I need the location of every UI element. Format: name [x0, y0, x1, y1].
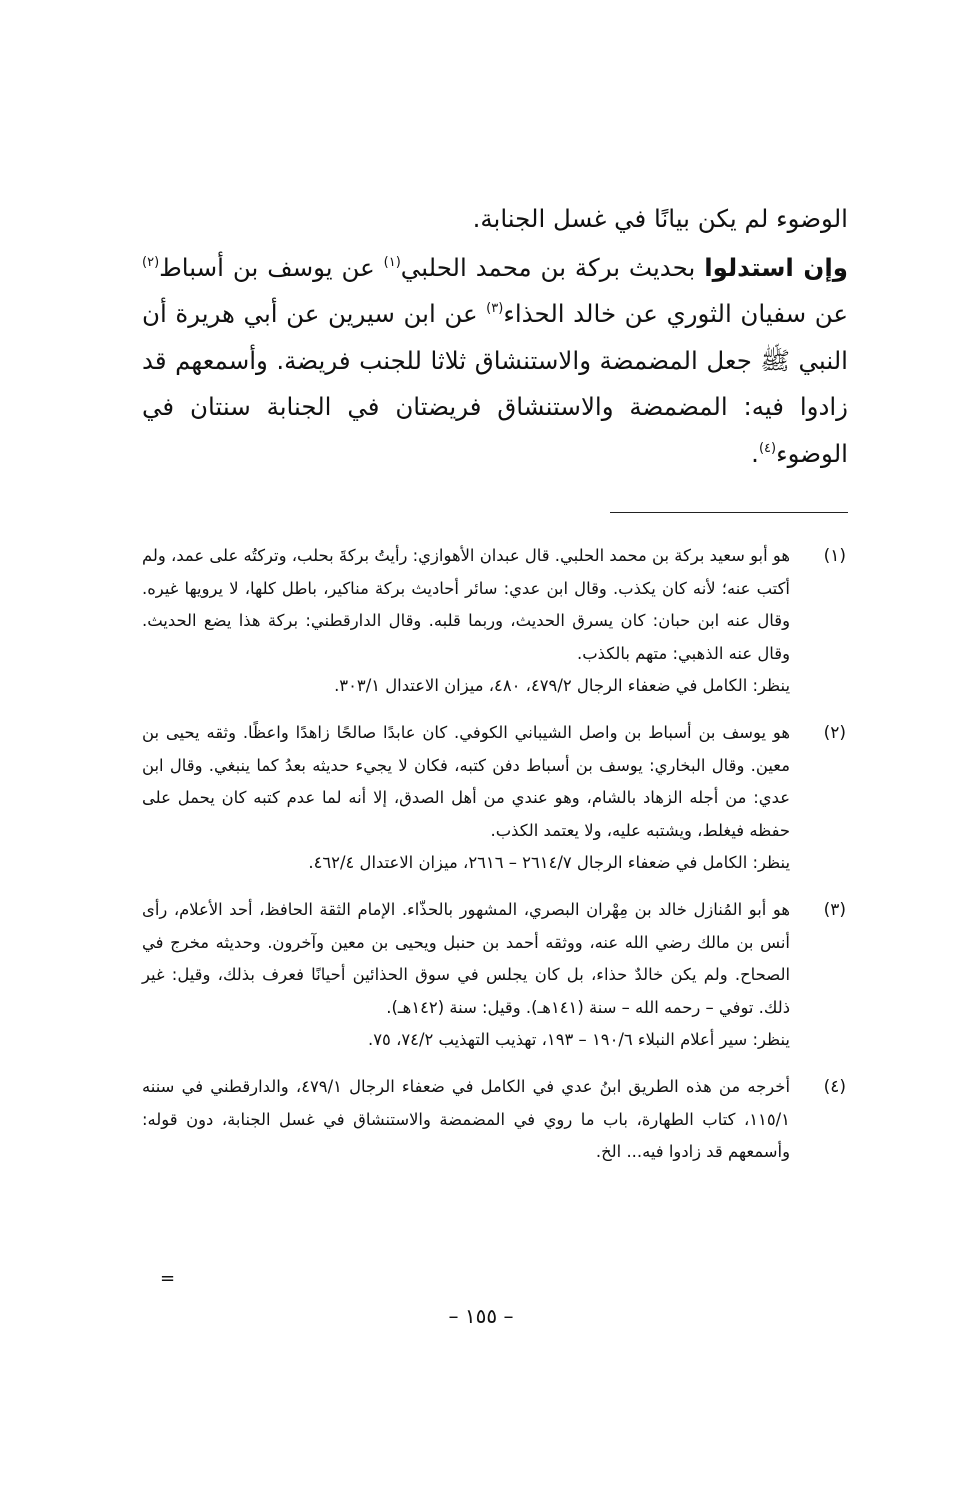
main-text-run: عن ابن سيرين عن أبي هريرة أن النبي ﷺ جعل المضمضة والاستنشاق ثلاثا للجنب فريضة. وأسمعهم قد زادوا فيه: المضمضة والاستنشاق فريضتان في الجنابة سنتان في الوضوء [142, 299, 848, 468]
bold-lead: وإن استدلوا [704, 252, 848, 282]
footnote-2 [142, 717, 848, 880]
main-line: الوضوء لم يكن بيانًا في غسل الجنابة. [472, 204, 848, 233]
footnote-1 [142, 540, 848, 703]
footnote-4 [142, 1071, 848, 1169]
continuation-mark: = [160, 1268, 176, 1289]
footnote-number: (٢) [823, 722, 846, 743]
footnote-ref: ينظر: الكامل في ضعفاء الرجال ٤٧٩/٢، ٤٨٠، ميزان الاعتدال ٣٠٣/١. [334, 676, 790, 696]
footnote-separator [610, 512, 848, 513]
footnote-ref: ينظر: الكامل في ضعفاء الرجال ٢٦١٤/٧ – ٢٦١٦، ميزان الاعتدال ٤٦٢/٤. [308, 853, 790, 873]
main-paragraph-1 [142, 196, 848, 243]
footnote-mark-1[interactable]: (١) [383, 254, 401, 270]
footnote-mark-3[interactable]: (٣) [486, 301, 504, 316]
main-text-run: بحديث بركة بن محمد الحلبي [400, 252, 696, 282]
footnote-mark-4[interactable]: (٤) [758, 440, 777, 456]
footnote-3 [142, 894, 848, 1057]
footnote-text: هو أبو سعيد بركة بن محمد الحلبي. قال عبدان الأهوازي: رأيتُ بركةَ بحلب، وتركتُه على عمد، ولم أكتب عنه؛ لأنه كان يكذب. وقال ابن عدي: سائر أحاديث بركة مناكير، باطل كلها، لا يرويها غيره. وقال عنه ابن حبان: كان يسرق الحديث، وربما قلبه. وقال الدارقطني: بركة هذا يضع الحديث. وقال عنه الذهبي: متهم بالكذب. [142, 546, 790, 663]
footnote-number: (١) [823, 546, 846, 566]
footnote-number: (٤) [823, 1076, 846, 1097]
main-text-run: . [751, 438, 759, 468]
footnote-ref: ينظر: سير أعلام النبلاء ١٩٠/٦ – ١٩٣، تهذيب التهذيب ٧٤/٢، ٧٥. [368, 1030, 790, 1050]
footnote-number: (٣) [823, 899, 846, 920]
main-text-run: عن سفيان الثوري عن خالد الحذاء [503, 299, 848, 328]
main-text-run: عن يوسف بن أسباط [159, 252, 375, 282]
footnote-text: هو يوسف بن أسباط بن واصل الشيباني الكوفي. كان عابدًا صالحًا زاهدًا واعظًا. وثقه يحيى بن معين. وقال البخاري: يوسف بن أسباط دفن كتبه، فكان لا يجيء حديثه بعدُ كما ينبغي. وقال ابن عدي: من أجله الزهاد بالشام، وهو عندي من أهل الصدق، إلا أنه لما عدم كتبه كان يحمل على حفظه فيغلط، ويشتبه عليه، ولا يعتمد الكذب. [142, 722, 790, 840]
footnote-text: أخرجه من هذه الطريق ابنُ عدي في الكامل في ضعفاء الرجال ٤٧٩/١، والدارقطني في سننه ١١٥/١، كتاب الطهارة، باب ما روي في المضمضة والاستنشاق في غسل الجنابة، دون قوله: وأسمعهم قد زادوا فيه... الخ. [142, 1076, 790, 1162]
footnote-mark-2[interactable]: (٢) [142, 254, 160, 270]
page-number: – ١٥٥ – [448, 1304, 514, 1328]
main-paragraph-2 [142, 245, 848, 478]
main-text [142, 196, 848, 477]
footnote-text: هو أبو المُنازل خالد بن مِهْران البصري، المشهور بالحذّاء. الإمام الثقة الحافظ، أحد الأعلام، رأى أنس بن مالك رضي الله عنه، ووثقه أحمد بن حنبل ويحيى بن معين وآخرون. وحديثه مخرج في الصحاح. ولم يكن خالدٌ حذاء، بل كان يجلس في سوق الحذائين أحيانًا فعرف بذلك، وقيل: غير ذلك. توفي – رحمه الله – سنة (١٤١هـ). وقيل: سنة (١٤٢هـ). [142, 899, 790, 1017]
footnotes [142, 540, 848, 1183]
